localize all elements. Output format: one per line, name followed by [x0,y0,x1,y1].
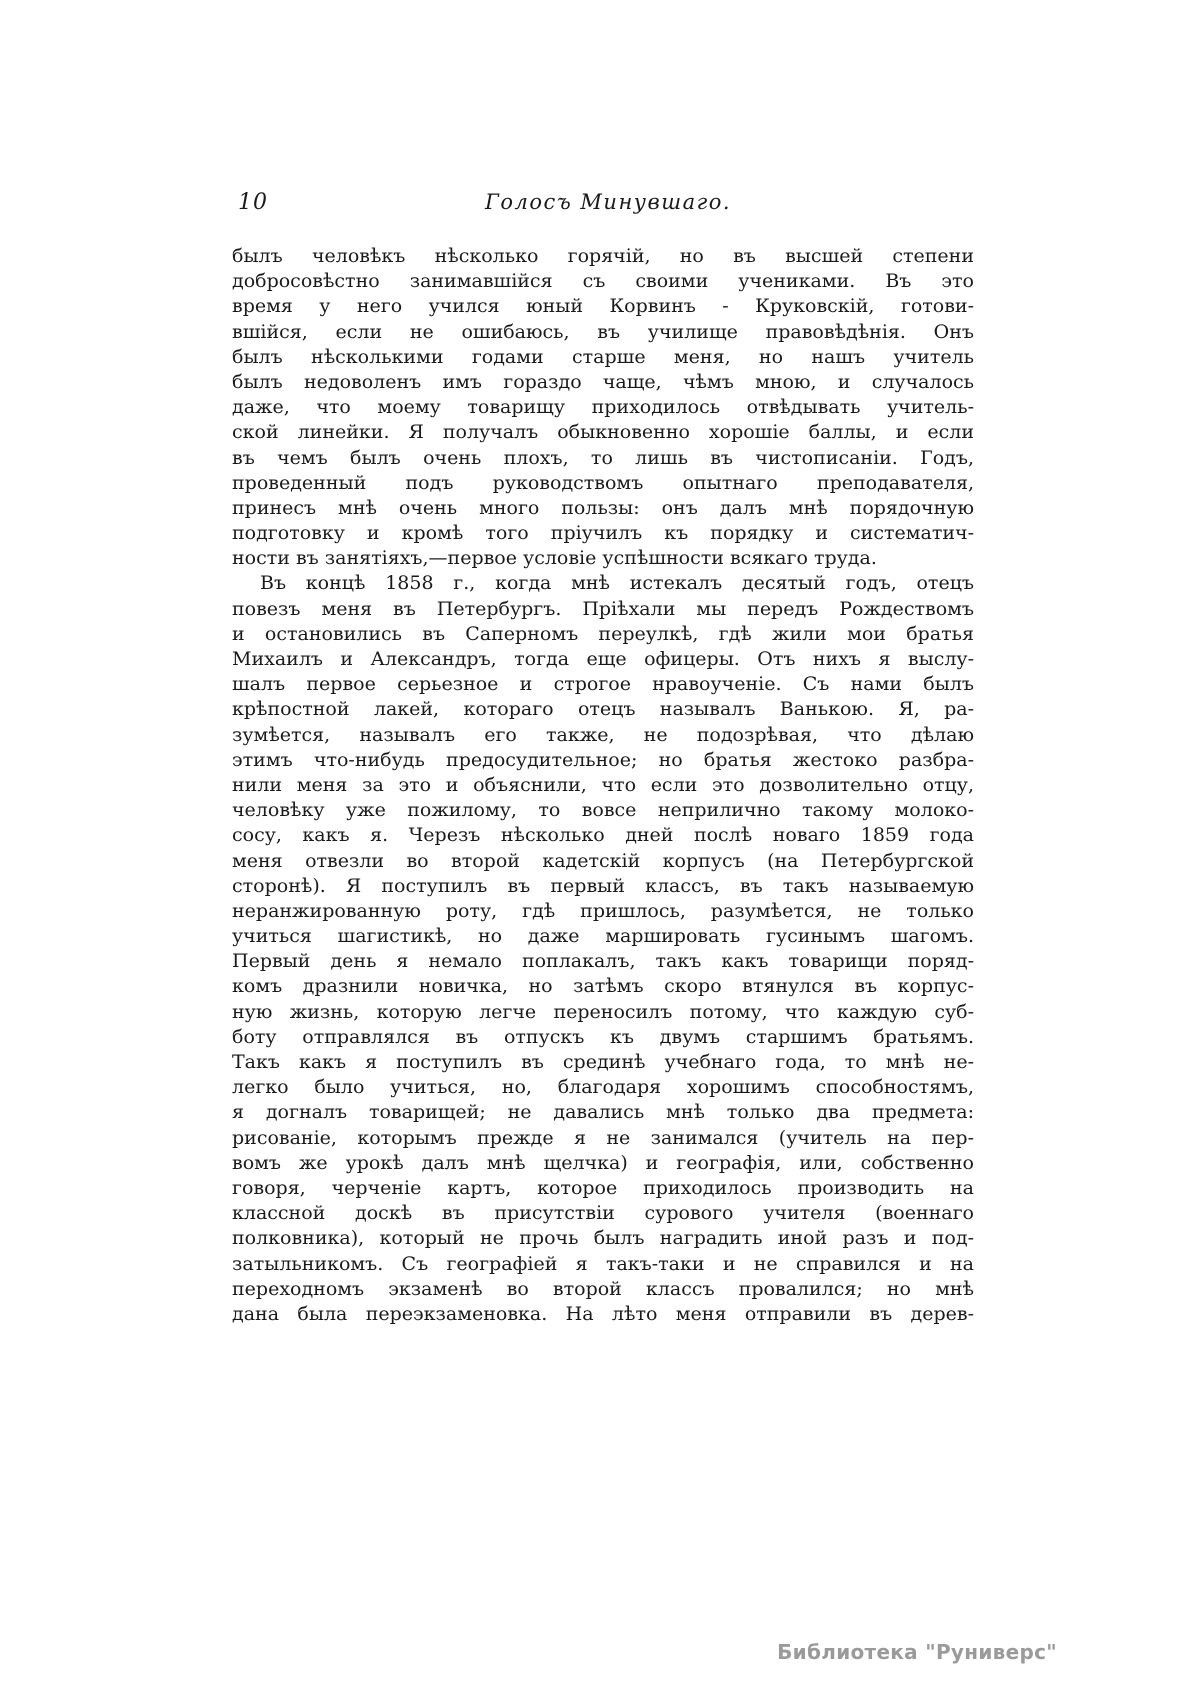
text-line: дана была переэкзаменовка. На лѣто меня отправили въ дерев- [232,1302,974,1325]
text-line: зумѣется, называлъ его также, не подозрѣвая, что дѣлаю [232,723,974,746]
text-line: затыльникомъ. Съ географіей я такъ-таки и не справился и на [232,1252,974,1275]
text-line: полковника), который не прочь былъ наградить иной разъ и под- [232,1227,974,1250]
text-line: Такъ какъ я поступилъ въ срединѣ учебнаго года, то мнѣ не- [232,1051,974,1073]
text-line: добросовѣстно занимавшійся съ своими учениками. Въ это [232,270,974,293]
text-line: крѣпостной лакей, котораго отецъ называлъ Ванькою. Я, ра- [232,698,974,721]
text-line: комъ дразнили новичка, но затѣмъ скоро втянулся въ корпус- [232,975,974,998]
text-line: меня отвезли во второй кадетскій корпусъ (на Петербургской [232,849,974,872]
text-line: былъ недоволенъ имъ гораздо чаще, чѣмъ мною, и случалось [232,370,974,393]
text-line: учиться шагистикѣ, но даже маршировать гусинымъ шагомъ. [232,925,974,948]
text-line: легко было учиться, но, благодаря хорошимъ способностямъ, [232,1076,974,1099]
text-line: Михаилъ и Александръ, тогда еще офицеры. Отъ нихъ я выслу- [232,648,974,670]
text-line: ности въ занятіяхъ,—первое условіе успѣшности всякаго труда. [232,547,877,570]
text-line: шалъ первое серьезное и строгое нравоученіе. Съ нами былъ [232,673,974,696]
text-line: и остановились въ Саперномъ переулкѣ, гдѣ жили мои братья [232,622,974,645]
text-line: сосу, какъ я. Черезъ нѣсколько дней послѣ новаго 1859 года [232,824,974,847]
text-line: классной доскѣ въ присутствіи сурового учителя (военнаго [232,1202,974,1225]
text-line: вшійся, если не ошибаюсь, въ училище правовѣдѣнія. Онъ [232,320,974,343]
text-line: говоря, черченіе картъ, которое приходилось производить на [232,1176,974,1199]
text-line: былъ нѣсколькими годами старше меня, но нашъ учитель [232,345,974,368]
body-text [232,244,974,1327]
text-line: былъ человѣкъ нѣсколько горячій, но въ высшей степени [232,245,974,267]
text-line: Въ концѣ 1858 г., когда мнѣ истекалъ десятый годъ, отецъ [260,572,974,595]
text-line: сторонѣ). Я поступилъ въ первый классъ, въ такъ называемую [232,874,974,897]
text-line: нили меня за это и объяснили, что если это дозволительно отцу, [232,773,974,796]
text-line: рисованіе, которымъ прежде я не занимался (учитель на пер- [232,1126,974,1149]
text-line: этимъ что-нибудь предосудительное; но братья жестоко разбра- [232,748,974,771]
text-line: боту отправлялся въ отпускъ къ двумъ старшимъ братьямъ. [232,1025,974,1048]
page-number: 10 [238,190,268,215]
text-line: ную жизнь, которую легче переносилъ потому, что каждую суб- [232,1000,974,1023]
text-line: вомъ же урокѣ далъ мнѣ щелчка) и географія, или, собственно [232,1151,974,1174]
text-line: время у него учился юный Корвинъ - Круковскій, готови- [232,295,974,318]
text-line: ской линейки. Я получалъ обыкновенно хорошіе баллы, и если [232,421,974,444]
text-line: повезъ меня въ Петербургъ. Пріѣхали мы передъ Рождествомъ [232,597,974,620]
text-line: переходномъ экзаменѣ во второй классъ провалился; но мнѣ [232,1277,974,1300]
text-line: въ чемъ былъ очень плохъ, то лишь въ чистописаніи. Годъ, [232,446,974,469]
text-line: принесъ мнѣ очень много пользы: онъ далъ мнѣ порядочную [232,496,974,519]
text-line: неранжированную роту, гдѣ пришлось, разумѣется, не только [232,899,974,922]
library-watermark: Библиотека "Руниверс" [777,1640,1057,1664]
text-line: Первый день я немало поплакалъ, такъ какъ товарищи поряд- [232,950,974,973]
text-line: даже, что моему товарищу приходилось отвѣдывать учитель- [232,396,974,419]
text-line: человѣку уже пожилому, то вовсе неприлично такому молоко- [232,799,974,822]
text-line: я догналъ товарищей; не давались мнѣ только два предмета: [232,1101,974,1124]
text-line: проведенный подъ руководствомъ опытнаго преподавателя, [232,471,974,494]
text-line: подготовку и кромѣ того пріучилъ къ порядку и систематич- [232,522,974,545]
running-head [238,190,978,222]
running-title: Голосъ Минувшаго. [484,190,732,214]
